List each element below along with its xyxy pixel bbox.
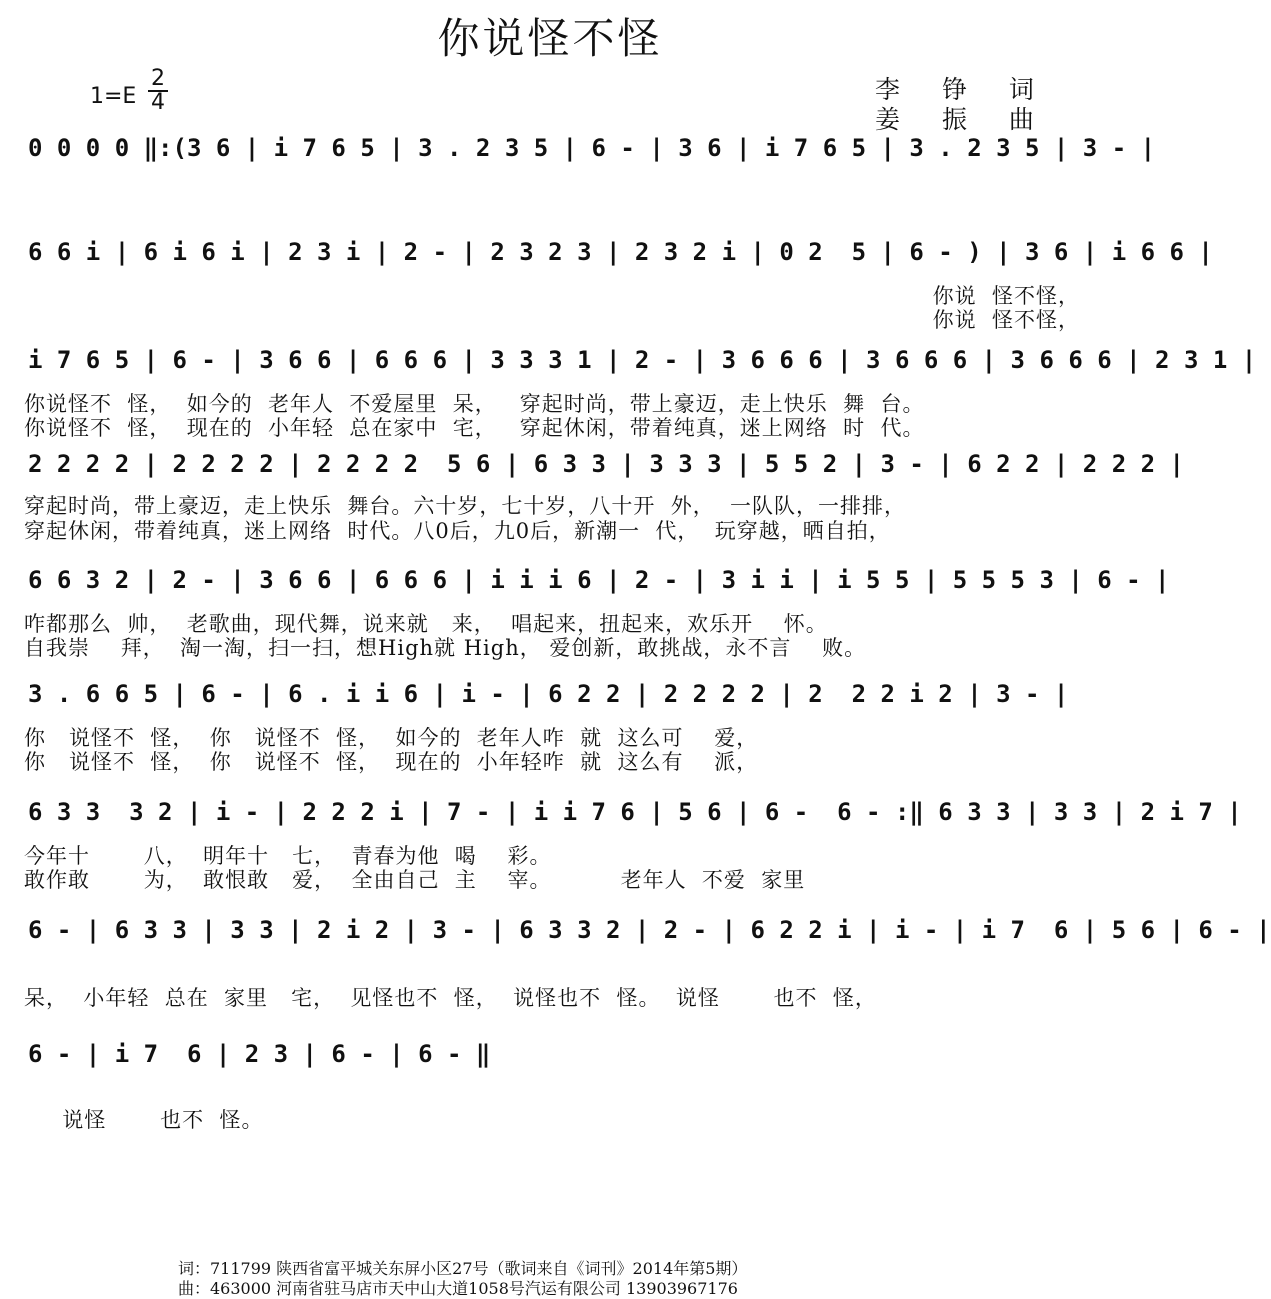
notation-line-8: 6 - | 6 3 3 | 3 3 | 2 i 2 | 3 - | 6 3 3 2 | 2 - | 6 2 2 i | i - | i 7 6 | 5 6 | 6 - | (28, 916, 1271, 944)
lyric-line-2a: 你说 怪不怪， (932, 284, 1080, 308)
lyric-line-8: 呆， 小年轻 总在 家里 宅， 见怪也不 怪， 说怪也不 怪。 说怪 也不 怪， (24, 986, 877, 1010)
notation-line-2: 6 6 i | 6 i 6 i | 2 3 i | 2 - | 2 3 2 3 | 2 3 2 i | 0 2 5 | 6 - ) | 3 6 | i 6 6 | (28, 238, 1213, 266)
notation-line-7: 6 3 3 3 2 | i - | 2 2 2 i | 7 - | i i 7 6 | 5 6 | 6 - 6 - :‖ 6 3 3 | 3 3 | 2 i 7 | (28, 798, 1242, 826)
notation-line-5: 6 6 3 2 | 2 - | 3 6 6 | 6 6 6 | i i i 6 | 2 - | 3 i i | i 5 5 | 5 5 5 3 | 6 - | (28, 566, 1170, 594)
lyric-line-7b: 敢作敢 为， 敢恨敢 爱， 全由自己 主 宰。 老年人 不爱 家里 (24, 868, 806, 892)
notation-line-6: 3 . 6 6 5 | 6 - | 6 . i i 6 | i - | 6 2 2 | 2 2 2 2 | 2 2 2 i 2 | 3 - | (28, 680, 1069, 708)
notation-line-9: 6 - | i 7 6 | 2 3 | 6 - | 6 - ‖ (28, 1040, 491, 1068)
lyric-line-6a: 你 说怪不 怪， 你 说怪不 怪， 如今的 老年人咋 就 这么可 爱， (24, 726, 759, 750)
composer-credit: 姜 振 曲 (875, 105, 1051, 134)
lyric-line-9: 说怪 也不 怪。 (24, 1108, 264, 1132)
notation-line-3: i 7 6 5 | 6 - | 3 6 6 | 6 6 6 | 3 3 3 1 | 2 - | 3 6 6 6 | 3 6 6 6 | 3 6 6 6 | 2 3 1 | (28, 346, 1257, 374)
notation-line-1: 0 0 0 0 ‖:(3 6 | i 7 6 5 | 3 . 2 3 5 | 6 - | 3 6 | i 7 6 5 | 3 . 2 3 5 | 3 - | (28, 134, 1156, 162)
key-signature: 1=E (90, 84, 137, 109)
lyric-line-4b: 穿起休闲，带着纯真，迷上网络 时代。八0后，九0后，新潮一 代， 玩穿越，晒自拍， (24, 519, 891, 543)
lyricist-credit: 李 铮 词 (875, 75, 1051, 104)
lyric-line-2b: 你说 怪不怪， (932, 308, 1080, 332)
lyric-line-5b: 自我崇 拜， 淘一淘，扫一扫，想High就 High， 爱创新，敢挑战，永不言 败。 (24, 636, 867, 660)
lyric-line-6b: 你 说怪不 怪， 你 说怪不 怪， 现在的 小年轻咋 就 这么有 派， (24, 750, 759, 774)
lyric-line-7a: 今年十 八， 明年十 七， 青春为他 喝 彩。 (24, 844, 552, 868)
time-signature-beats: 2 (148, 68, 168, 92)
lyric-line-3b: 你说怪不 怪， 现在的 小年轻 总在家中 宅， 穿起休闲，带着纯真，迷上网络 时 代。 (24, 416, 925, 440)
lyricist-address: 词：711799 陕西省富平城关东屏小区27号（歌词来自《词刊》2014年第5期） (178, 1259, 748, 1278)
composer-address: 曲：463000 河南省驻马店市天中山大道1058号汽运有限公司 13903967176 (178, 1279, 738, 1298)
time-signature (148, 68, 168, 114)
lyric-line-3a: 你说怪不 怪， 如今的 老年人 不爱屋里 呆， 穿起时尚，带上豪迈，走上快乐 舞 台。 (24, 392, 925, 416)
song-title: 你说怪不怪 (437, 14, 663, 63)
time-signature-beat-unit: 4 (151, 90, 165, 115)
lyric-line-5a: 咋都那么 帅， 老歌曲，现代舞，说来就 来， 唱起来，扭起来，欢乐开 怀。 (24, 612, 828, 636)
lyric-line-4a: 穿起时尚，带上豪迈，走上快乐 舞台。六十岁，七十岁，八十开 外， 一队队，一排排， (24, 494, 907, 518)
notation-line-4: 2 2 2 2 | 2 2 2 2 | 2 2 2 2 5 6 | 6 3 3 | 3 3 3 | 5 5 2 | 3 - | 6 2 2 | 2 2 2 | (28, 450, 1184, 478)
